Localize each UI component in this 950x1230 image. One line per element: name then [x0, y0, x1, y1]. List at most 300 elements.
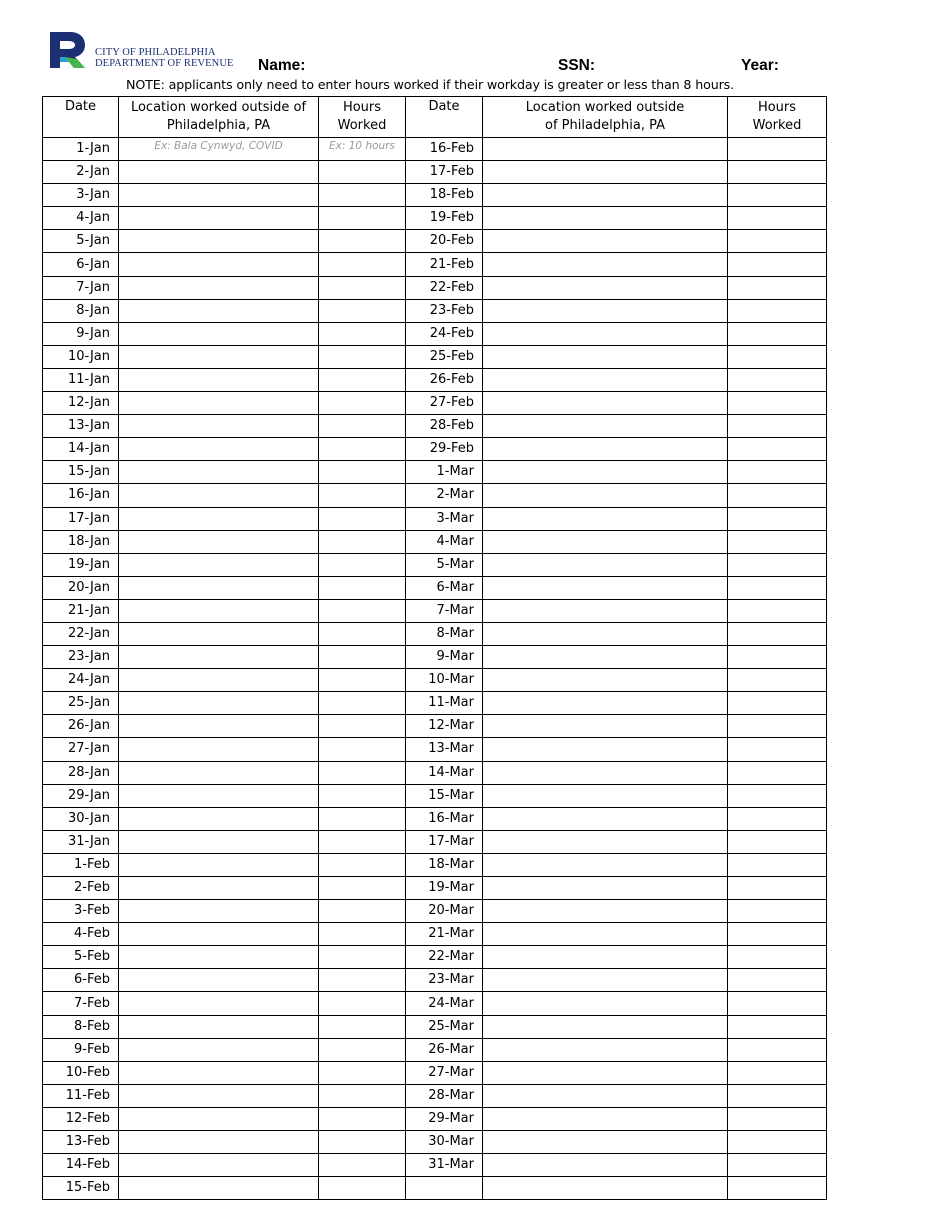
date-cell-left: 3-Feb: [43, 900, 119, 923]
hours-cell-left[interactable]: [319, 946, 406, 969]
date-cell-right: 2-Mar: [406, 484, 483, 507]
date-cell-right: 20-Feb: [406, 230, 483, 253]
hours-cell-left[interactable]: [319, 692, 406, 715]
hours-cell-right[interactable]: [728, 784, 827, 807]
table-row: [43, 322, 827, 345]
date-cell-left: 15-Jan: [43, 461, 119, 484]
location-cell-left[interactable]: [119, 1015, 319, 1038]
date-cell-right: 11-Mar: [406, 692, 483, 715]
hours-cell-left[interactable]: [319, 438, 406, 461]
location-cell-left[interactable]: [119, 923, 319, 946]
table-row: [43, 622, 827, 645]
hours-cell-right[interactable]: [728, 1177, 827, 1200]
date-cell-right: 17-Mar: [406, 830, 483, 853]
hours-cell-left[interactable]: [319, 1154, 406, 1177]
hours-cell-left[interactable]: [319, 230, 406, 253]
date-header-right: Date: [406, 97, 483, 138]
table-row: [43, 392, 827, 415]
date-cell-left: 24-Jan: [43, 669, 119, 692]
hours-header-right: Hours Worked: [728, 97, 827, 138]
table-row: [43, 576, 827, 599]
hours-cell-right[interactable]: [728, 1154, 827, 1177]
date-cell-left: 21-Jan: [43, 599, 119, 622]
location-cell-right[interactable]: [483, 138, 728, 161]
hours-cell-left[interactable]: [319, 184, 406, 207]
location-cell-left[interactable]: [119, 1154, 319, 1177]
table-row: [43, 507, 827, 530]
table-row: [43, 230, 827, 253]
date-cell-left: 17-Jan: [43, 507, 119, 530]
location-cell-left[interactable]: [119, 1084, 319, 1107]
hours-cell-left[interactable]: [319, 1084, 406, 1107]
location-cell-left[interactable]: [119, 992, 319, 1015]
location-cell-left[interactable]: [119, 807, 319, 830]
location-cell-left[interactable]: [119, 253, 319, 276]
hours-cell-left[interactable]: [319, 830, 406, 853]
location-cell-right[interactable]: [483, 1107, 728, 1130]
hours-cell-left[interactable]: [319, 484, 406, 507]
hours-cell-left[interactable]: [319, 877, 406, 900]
hours-cell-right[interactable]: [728, 830, 827, 853]
date-cell-left: 10-Jan: [43, 345, 119, 368]
location-cell-left[interactable]: [119, 1061, 319, 1084]
hours-cell-right[interactable]: [728, 207, 827, 230]
date-cell-left: 27-Jan: [43, 738, 119, 761]
date-cell-left: 12-Feb: [43, 1107, 119, 1130]
table-row: [43, 276, 827, 299]
date-cell-right: 27-Feb: [406, 392, 483, 415]
date-cell-right: 8-Mar: [406, 622, 483, 645]
table-row: [43, 1061, 827, 1084]
hours-cell-left[interactable]: [319, 1131, 406, 1154]
hours-cell-left[interactable]: Ex: 10 hours: [319, 138, 406, 161]
hours-cell-right[interactable]: [728, 1084, 827, 1107]
hours-cell-left[interactable]: [319, 276, 406, 299]
hours-cell-right[interactable]: [728, 322, 827, 345]
table-row: [43, 669, 827, 692]
hours-cell-right[interactable]: [728, 368, 827, 391]
location-cell-right[interactable]: [483, 622, 728, 645]
location-cell-left[interactable]: [119, 576, 319, 599]
date-cell-right: 13-Mar: [406, 738, 483, 761]
org-line1: CITY OF PHILADELPHIA: [95, 47, 216, 58]
hours-cell-left[interactable]: [319, 392, 406, 415]
location-cell-left[interactable]: [119, 461, 319, 484]
date-cell-left: 18-Jan: [43, 530, 119, 553]
location-cell-right[interactable]: [483, 1131, 728, 1154]
date-cell-left: 19-Jan: [43, 553, 119, 576]
hours-cell-right[interactable]: [728, 415, 827, 438]
date-cell-left: 5-Feb: [43, 946, 119, 969]
hours-cell-right[interactable]: [728, 530, 827, 553]
hours-cell-left[interactable]: [319, 599, 406, 622]
hours-cell-left[interactable]: [319, 461, 406, 484]
date-cell-right: 23-Feb: [406, 299, 483, 322]
hours-cell-right[interactable]: [728, 1038, 827, 1061]
revenue-r-logo-icon: [48, 30, 88, 70]
hours-cell-left[interactable]: [319, 253, 406, 276]
date-cell-left: 9-Jan: [43, 322, 119, 345]
date-cell-left: 6-Feb: [43, 969, 119, 992]
location-cell-right[interactable]: [483, 1038, 728, 1061]
location-cell-right[interactable]: [483, 368, 728, 391]
hours-table: [42, 96, 827, 1200]
date-cell-left: 7-Feb: [43, 992, 119, 1015]
location-cell-right[interactable]: [483, 576, 728, 599]
hours-cell-right[interactable]: [728, 761, 827, 784]
date-cell-left: 13-Feb: [43, 1131, 119, 1154]
table-row: [43, 345, 827, 368]
hours-cell-left[interactable]: [319, 738, 406, 761]
date-cell-left: 14-Feb: [43, 1154, 119, 1177]
location-cell-left[interactable]: [119, 184, 319, 207]
date-cell-right: 1-Mar: [406, 461, 483, 484]
hours-cell-left[interactable]: [319, 322, 406, 345]
hours-cell-left[interactable]: [319, 507, 406, 530]
location-cell-left[interactable]: [119, 622, 319, 645]
location-cell-right[interactable]: [483, 1084, 728, 1107]
location-header-left: Location worked outside of Philadelphia, PA: [119, 97, 319, 138]
date-cell-left: 2-Jan: [43, 161, 119, 184]
date-cell-right: 29-Mar: [406, 1107, 483, 1130]
date-cell-right: 23-Mar: [406, 969, 483, 992]
hours-cell-right[interactable]: [728, 969, 827, 992]
location-cell-left[interactable]: [119, 415, 319, 438]
hours-cell-right[interactable]: [728, 461, 827, 484]
location-cell-left[interactable]: [119, 1131, 319, 1154]
hours-cell-right[interactable]: [728, 484, 827, 507]
hours-cell-right[interactable]: [728, 553, 827, 576]
location-cell-left[interactable]: [119, 853, 319, 876]
hours-cell-right[interactable]: [728, 438, 827, 461]
location-cell-right[interactable]: [483, 299, 728, 322]
hours-cell-left[interactable]: [319, 1038, 406, 1061]
date-cell-right: 5-Mar: [406, 553, 483, 576]
hours-cell-left[interactable]: [319, 299, 406, 322]
hours-cell-left[interactable]: [319, 853, 406, 876]
location-cell-right[interactable]: [483, 530, 728, 553]
date-cell-right: 25-Feb: [406, 345, 483, 368]
hours-cell-left[interactable]: [319, 345, 406, 368]
table-row: [43, 646, 827, 669]
location-cell-right[interactable]: [483, 877, 728, 900]
location-cell-right[interactable]: [483, 276, 728, 299]
hours-cell-left[interactable]: [319, 415, 406, 438]
location-cell-right[interactable]: [483, 784, 728, 807]
location-cell-left[interactable]: [119, 507, 319, 530]
date-cell-left: 4-Jan: [43, 207, 119, 230]
table-row: [43, 553, 827, 576]
hours-cell-left[interactable]: [319, 669, 406, 692]
org-line2: DEPARTMENT OF REVENUE: [95, 58, 234, 69]
date-cell-left: 6-Jan: [43, 253, 119, 276]
hours-cell-right[interactable]: [728, 900, 827, 923]
hours-cell-right[interactable]: [728, 669, 827, 692]
hours-cell-right[interactable]: [728, 392, 827, 415]
location-cell-left[interactable]: [119, 345, 319, 368]
table-row: [43, 877, 827, 900]
table-row: [43, 969, 827, 992]
location-cell-right[interactable]: [483, 946, 728, 969]
location-cell-left[interactable]: [119, 669, 319, 692]
location-cell-left[interactable]: [119, 692, 319, 715]
date-cell-right: 21-Mar: [406, 923, 483, 946]
date-cell-right: 28-Feb: [406, 415, 483, 438]
name-label: Name:: [258, 57, 306, 74]
location-cell-left[interactable]: Ex: Bala Cynwyd, COVID: [119, 138, 319, 161]
hours-cell-left[interactable]: [319, 923, 406, 946]
hours-cell-right[interactable]: [728, 807, 827, 830]
table-row: [43, 207, 827, 230]
date-cell-right: 10-Mar: [406, 669, 483, 692]
date-cell-right: 20-Mar: [406, 900, 483, 923]
table-row: [43, 253, 827, 276]
table-row: [43, 438, 827, 461]
location-cell-left[interactable]: [119, 230, 319, 253]
location-cell-right[interactable]: [483, 322, 728, 345]
location-cell-right[interactable]: [483, 253, 728, 276]
hours-cell-left[interactable]: [319, 530, 406, 553]
date-cell-right: 18-Mar: [406, 853, 483, 876]
location-cell-right[interactable]: [483, 392, 728, 415]
instruction-note: NOTE: applicants only need to enter hours worked if their workday is greater or less than 8 hours.: [125, 77, 735, 92]
location-cell-right[interactable]: [483, 853, 728, 876]
hours-cell-left[interactable]: [319, 1015, 406, 1038]
location-cell-right[interactable]: [483, 1061, 728, 1084]
location-cell-left[interactable]: [119, 599, 319, 622]
hours-cell-left[interactable]: [319, 161, 406, 184]
location-cell-left[interactable]: [119, 322, 319, 345]
table-row: [43, 738, 827, 761]
table-row: [43, 992, 827, 1015]
date-cell-right: 3-Mar: [406, 507, 483, 530]
location-cell-left[interactable]: [119, 738, 319, 761]
hours-cell-left[interactable]: [319, 622, 406, 645]
hours-cell-left[interactable]: [319, 368, 406, 391]
location-cell-left[interactable]: [119, 484, 319, 507]
location-cell-left[interactable]: [119, 1177, 319, 1200]
location-cell-right[interactable]: [483, 923, 728, 946]
date-cell-right: 7-Mar: [406, 599, 483, 622]
location-cell-right[interactable]: [483, 415, 728, 438]
date-cell-right: 16-Feb: [406, 138, 483, 161]
location-cell-right[interactable]: [483, 461, 728, 484]
location-cell-left[interactable]: [119, 368, 319, 391]
location-cell-left[interactable]: [119, 830, 319, 853]
hours-cell-left[interactable]: [319, 207, 406, 230]
hours-cell-left[interactable]: [319, 576, 406, 599]
location-cell-right[interactable]: [483, 1154, 728, 1177]
hours-cell-left[interactable]: [319, 784, 406, 807]
location-cell-left[interactable]: [119, 299, 319, 322]
table-row: [43, 138, 827, 161]
table-row: [43, 923, 827, 946]
hours-cell-left[interactable]: [319, 992, 406, 1015]
location-cell-right[interactable]: [483, 1015, 728, 1038]
date-cell-right: 22-Mar: [406, 946, 483, 969]
hours-cell-left[interactable]: [319, 646, 406, 669]
hours-cell-left[interactable]: [319, 900, 406, 923]
date-cell-right: 25-Mar: [406, 1015, 483, 1038]
date-cell-right: 12-Mar: [406, 715, 483, 738]
location-cell-left[interactable]: [119, 946, 319, 969]
date-cell-right: [406, 1177, 483, 1200]
table-row: [43, 184, 827, 207]
location-cell-right[interactable]: [483, 738, 728, 761]
location-cell-right[interactable]: [483, 553, 728, 576]
date-cell-left: 23-Jan: [43, 646, 119, 669]
date-cell-left: 12-Jan: [43, 392, 119, 415]
hours-cell-right[interactable]: [728, 715, 827, 738]
location-cell-right[interactable]: [483, 761, 728, 784]
location-cell-left[interactable]: [119, 1107, 319, 1130]
hours-cell-right[interactable]: [728, 853, 827, 876]
date-cell-right: 4-Mar: [406, 530, 483, 553]
hours-cell-right[interactable]: [728, 692, 827, 715]
location-cell-left[interactable]: [119, 276, 319, 299]
location-cell-right[interactable]: [483, 900, 728, 923]
date-cell-right: 6-Mar: [406, 576, 483, 599]
location-cell-right[interactable]: [483, 207, 728, 230]
hours-cell-right[interactable]: [728, 1061, 827, 1084]
hours-cell-right[interactable]: [728, 253, 827, 276]
location-cell-right[interactable]: [483, 345, 728, 368]
table-row: [43, 299, 827, 322]
location-cell-right[interactable]: [483, 161, 728, 184]
location-cell-left[interactable]: [119, 969, 319, 992]
date-cell-right: 18-Feb: [406, 184, 483, 207]
hours-cell-right[interactable]: [728, 923, 827, 946]
location-cell-right[interactable]: [483, 715, 728, 738]
date-cell-left: 31-Jan: [43, 830, 119, 853]
date-cell-right: 26-Mar: [406, 1038, 483, 1061]
hours-cell-right[interactable]: [728, 299, 827, 322]
location-cell-left[interactable]: [119, 530, 319, 553]
hours-cell-left[interactable]: [319, 807, 406, 830]
location-cell-left[interactable]: [119, 392, 319, 415]
location-cell-left[interactable]: [119, 646, 319, 669]
date-cell-left: 10-Feb: [43, 1061, 119, 1084]
table-row: [43, 368, 827, 391]
date-cell-right: 26-Feb: [406, 368, 483, 391]
location-cell-right[interactable]: [483, 484, 728, 507]
hours-cell-left[interactable]: [319, 1107, 406, 1130]
hours-cell-left[interactable]: [319, 1061, 406, 1084]
hours-cell-left[interactable]: [319, 1177, 406, 1200]
hours-cell-right[interactable]: [728, 646, 827, 669]
location-cell-left[interactable]: [119, 161, 319, 184]
hours-cell-right[interactable]: [728, 1131, 827, 1154]
date-cell-left: 7-Jan: [43, 276, 119, 299]
table-row: [43, 853, 827, 876]
hours-cell-right[interactable]: [728, 946, 827, 969]
hours-cell-right[interactable]: [728, 345, 827, 368]
location-cell-right[interactable]: [483, 692, 728, 715]
location-cell-left[interactable]: [119, 438, 319, 461]
date-cell-left: 1-Jan: [43, 138, 119, 161]
hours-cell-right[interactable]: [728, 877, 827, 900]
date-cell-left: 25-Jan: [43, 692, 119, 715]
table-row: [43, 1015, 827, 1038]
table-row: [43, 900, 827, 923]
location-cell-right[interactable]: [483, 438, 728, 461]
hours-cell-right[interactable]: [728, 1015, 827, 1038]
date-cell-left: 13-Jan: [43, 415, 119, 438]
hours-cell-right[interactable]: [728, 738, 827, 761]
hours-cell-right[interactable]: [728, 507, 827, 530]
date-cell-right: 19-Mar: [406, 877, 483, 900]
location-cell-left[interactable]: [119, 761, 319, 784]
table-row: [43, 1107, 827, 1130]
date-cell-left: 26-Jan: [43, 715, 119, 738]
date-cell-right: 9-Mar: [406, 646, 483, 669]
location-cell-right[interactable]: [483, 807, 728, 830]
table-row: [43, 1038, 827, 1061]
hours-cell-right[interactable]: [728, 1107, 827, 1130]
location-cell-right[interactable]: [483, 969, 728, 992]
date-cell-left: 20-Jan: [43, 576, 119, 599]
location-cell-left[interactable]: [119, 1038, 319, 1061]
location-cell-right[interactable]: [483, 599, 728, 622]
location-cell-right[interactable]: [483, 992, 728, 1015]
date-cell-right: 17-Feb: [406, 161, 483, 184]
hours-cell-left[interactable]: [319, 553, 406, 576]
hours-cell-right[interactable]: [728, 230, 827, 253]
date-cell-right: 24-Feb: [406, 322, 483, 345]
table-row: [43, 830, 827, 853]
location-cell-left[interactable]: [119, 553, 319, 576]
date-cell-left: 16-Jan: [43, 484, 119, 507]
location-cell-left[interactable]: [119, 784, 319, 807]
hours-cell-right[interactable]: [728, 622, 827, 645]
date-cell-right: 21-Feb: [406, 253, 483, 276]
hours-cell-left[interactable]: [319, 715, 406, 738]
table-row: [43, 784, 827, 807]
date-cell-left: 29-Jan: [43, 784, 119, 807]
hours-cell-right[interactable]: [728, 161, 827, 184]
table-row: [43, 415, 827, 438]
date-cell-right: 16-Mar: [406, 807, 483, 830]
location-cell-left[interactable]: [119, 900, 319, 923]
hours-cell-right[interactable]: [728, 276, 827, 299]
location-cell-right[interactable]: [483, 669, 728, 692]
date-cell-right: 28-Mar: [406, 1084, 483, 1107]
hours-cell-left[interactable]: [319, 761, 406, 784]
table-row: [43, 1177, 827, 1200]
location-cell-right[interactable]: [483, 830, 728, 853]
location-cell-left[interactable]: [119, 715, 319, 738]
location-cell-right[interactable]: [483, 507, 728, 530]
location-cell-right[interactable]: [483, 646, 728, 669]
hours-cell-right[interactable]: [728, 599, 827, 622]
location-cell-left[interactable]: [119, 877, 319, 900]
hours-cell-left[interactable]: [319, 969, 406, 992]
location-cell-right[interactable]: [483, 1177, 728, 1200]
table-row: [43, 692, 827, 715]
hours-cell-right[interactable]: [728, 992, 827, 1015]
hours-cell-right[interactable]: [728, 138, 827, 161]
hours-cell-right[interactable]: [728, 184, 827, 207]
location-cell-right[interactable]: [483, 230, 728, 253]
location-cell-right[interactable]: [483, 184, 728, 207]
table-row: [43, 1154, 827, 1177]
hours-cell-right[interactable]: [728, 576, 827, 599]
date-cell-left: 3-Jan: [43, 184, 119, 207]
table-row: [43, 807, 827, 830]
table-row: [43, 715, 827, 738]
location-cell-left[interactable]: [119, 207, 319, 230]
date-cell-right: 19-Feb: [406, 207, 483, 230]
